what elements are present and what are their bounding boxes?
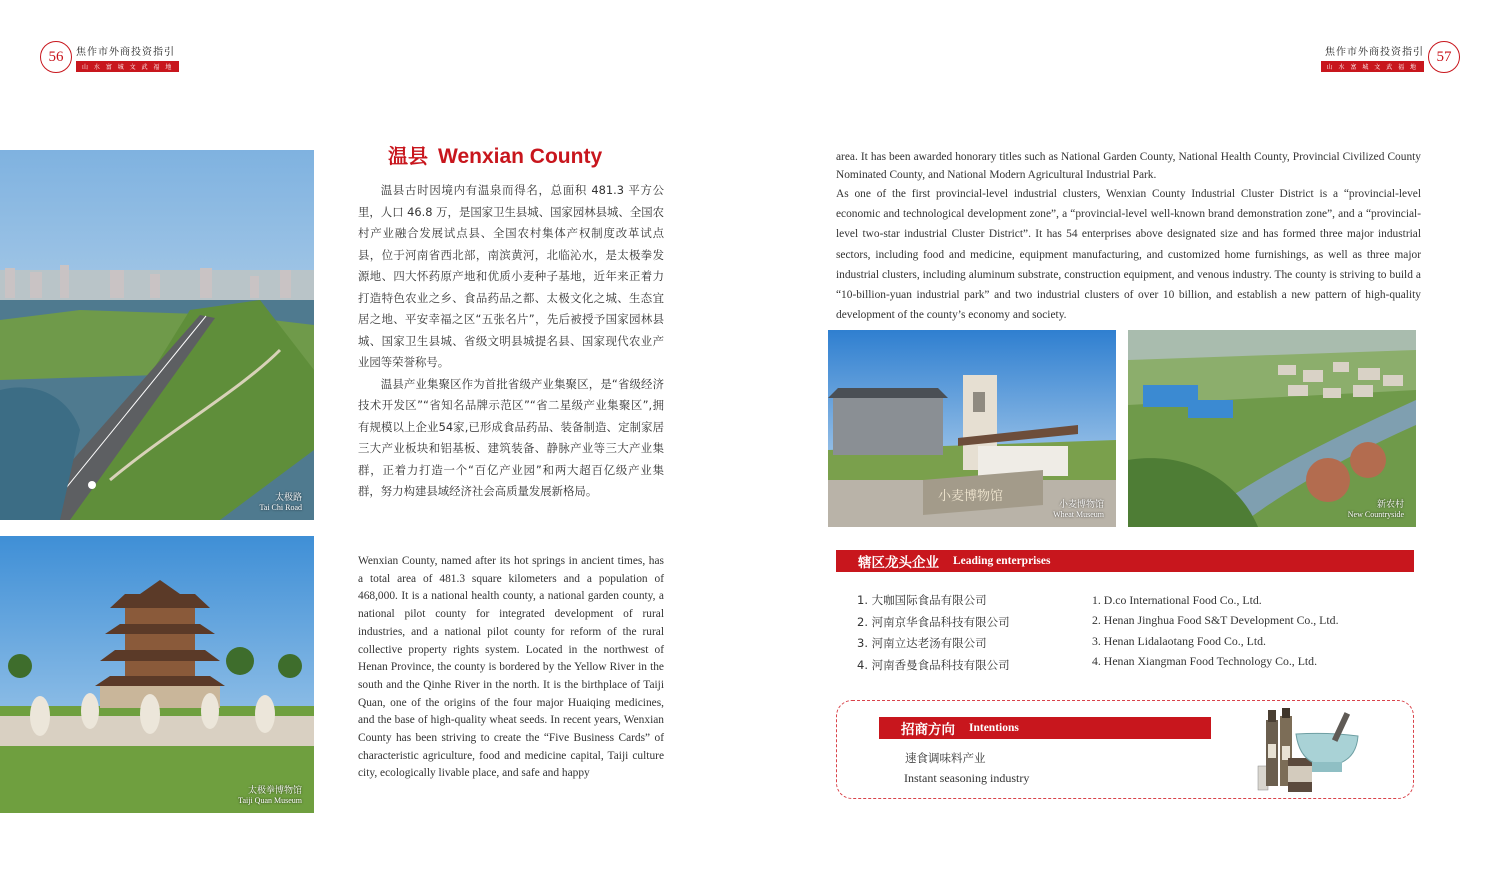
- list-item: 1. D.co International Food Co., Ltd.: [1092, 593, 1262, 607]
- intentions-title-cn: 招商方向: [901, 722, 955, 738]
- intentions-title-en: Intentions: [969, 722, 1019, 734]
- enterprises-header: [836, 550, 1414, 572]
- caption-cn: 太极拳博物馆: [247, 786, 302, 796]
- caption-en: Wheat Museum: [1053, 510, 1104, 519]
- enterprises-title-cn: 辖区龙头企业: [858, 555, 939, 571]
- list-item: 4. Henan Xiangman Food Technology Co., Ltd.: [1092, 653, 1318, 668]
- header-tagline-left: 山 水 富 城 文 武 福 地: [76, 61, 179, 72]
- header-title-right: 焦作市外商投资指引: [1325, 46, 1424, 58]
- header-tagline-right: 山 水 富 城 文 武 福 地: [1321, 61, 1424, 72]
- page-number-right: 57: [1428, 41, 1460, 73]
- list-item: 2. Henan Jinghua Food S&T Development Co., Ltd.: [1092, 613, 1339, 628]
- section-title: [388, 140, 602, 169]
- caption-en: Taiji Quan Museum: [238, 796, 302, 805]
- list-item: 1. 大咖国际食品有限公司: [857, 593, 987, 607]
- intention-item-cn: 速食调味料产业: [905, 751, 986, 765]
- enterprises-list-cn: [857, 590, 1010, 676]
- page-number-left: 56: [40, 41, 72, 73]
- en-text-left: Wenxian County, named after its hot springs in ancient times, has a total area of 481.3 square kilometers and a population of 468,000. It is a national health county, a national garden county, a national pilot county for integrated development of rural industries, and a national pilot county for reform of the rural collective property rights system. Located in the northwest of Henan Province, the county is bordered by the Yellow River in the south and the Qinhe River in the north. It is the birthplace of Taiji Quan, one of the origins of the four major Huaiqing medicines, and the base of high-quality wheat seeds. In recent years, Wenxian County has been striving to create the “Five Business Cards” of characteristic agriculture, food and medicine capital, Taiji culture city, ecologically livable place, and safe and happy: [358, 555, 664, 780]
- aerial-road-image: [0, 150, 314, 520]
- list-item: 3. 河南立达老汤有限公司: [857, 636, 987, 650]
- list-item: 3. Henan Lidalaotang Food Co., Ltd.: [1092, 633, 1266, 648]
- cn-paragraph-1: 温县古时因境内有温泉而得名，总面积 481.3 平方公里，人口 46.8 万，是国家卫生县城、国家园林县城、全国农村产业融合发展试点县、全国农村集体产权制度改革试点县，位于河南省西北部，南滨黄河，北临沁水，是太极拳发源地、四大怀药原产地和优质小麦种子基地，近年来正着力打造特色农业之乡、食品药品之都、太极文化之城、生态宜居之地、平安幸福之区“五张名片”，先后被授予国家园林县城、国家卫生县城、省级文明县城提名县、国家现代农业产业园等荣誉称号。: [358, 183, 664, 369]
- museum-image: [0, 536, 314, 813]
- intention-item-en: Instant seasoning industry: [904, 771, 1030, 785]
- seasoning-bottles-icon: [1252, 706, 1364, 794]
- section-title-en: Wenxian County: [438, 145, 603, 168]
- photo-taiji-museum: [0, 536, 314, 813]
- photo-taichi-road: [0, 150, 314, 520]
- en-paragraph-1: area. It has been awarded honorary titles such as National Garden County, National Health County, Provincial Civilized County Nominated County, and National Modern Agricultural Industrial Park.: [836, 151, 1421, 181]
- caption-en: Tai Chi Road: [259, 503, 302, 512]
- caption-cn: 太极路: [274, 493, 302, 503]
- list-item: 2. 河南京华食品科技有限公司: [857, 614, 1010, 629]
- cn-intro: [358, 180, 664, 503]
- en-text-right: [836, 148, 1421, 325]
- svg-text:小麦博物馆: 小麦博物馆: [938, 489, 1004, 504]
- page-header-right: [1317, 40, 1460, 74]
- photo-new-countryside: [1128, 330, 1416, 527]
- caption-cn: 新农村: [1376, 500, 1404, 510]
- list-item: 4. 河南香曼食品科技有限公司: [857, 657, 1010, 672]
- intentions-header: [879, 717, 1211, 739]
- enterprises-title-en: Leading enterprises: [953, 555, 1051, 567]
- section-title-cn: 温县: [388, 144, 428, 168]
- photo-wheat-museum: [828, 330, 1116, 527]
- header-title-left: 焦作市外商投资指引: [76, 46, 175, 58]
- cn-paragraph-2: 温县产业集聚区作为首批省级产业集聚区，是“省级经济技术开发区”“省知名品牌示范区”“省二星级产业集聚区”,拥有规模以上企业54家,已形成食品药品、装备制造、定制家居三大产业板块和铝基板、建筑装备、静脉产业等三大产业集群，正着力打造一个“百亿产业园”和两大超百亿级产业集群，努力构建县域经济社会高质量发展新格局。: [358, 376, 664, 498]
- page-header-left: [40, 40, 183, 74]
- enterprises-list-en: [1092, 590, 1339, 671]
- caption-cn: 小麦博物馆: [1058, 500, 1104, 510]
- caption-en: New Countryside: [1347, 510, 1404, 519]
- en-paragraph-2: As one of the first provincial-level industrial clusters, Wenxian County Industrial Cluster District is a “provincial-level economic and technological development zone”, a “provincial-level well-known brand demonstration zone”, and a “provincial-level two-star industrial Cluster District”. It has 54 enterprises above designated size and has formed three major industrial sectors, including food and medicine, equipment manufacturing, and customized home furnishings, as well as three major industrial clusters, including aluminum substrate, construction equipment, and venous industry. The county is striving to build a “10-billion-yuan industrial park” and two industrial clusters of over 10 billion, and establish a new pattern of high-quality development of the county’s economy and society.: [836, 188, 1421, 322]
